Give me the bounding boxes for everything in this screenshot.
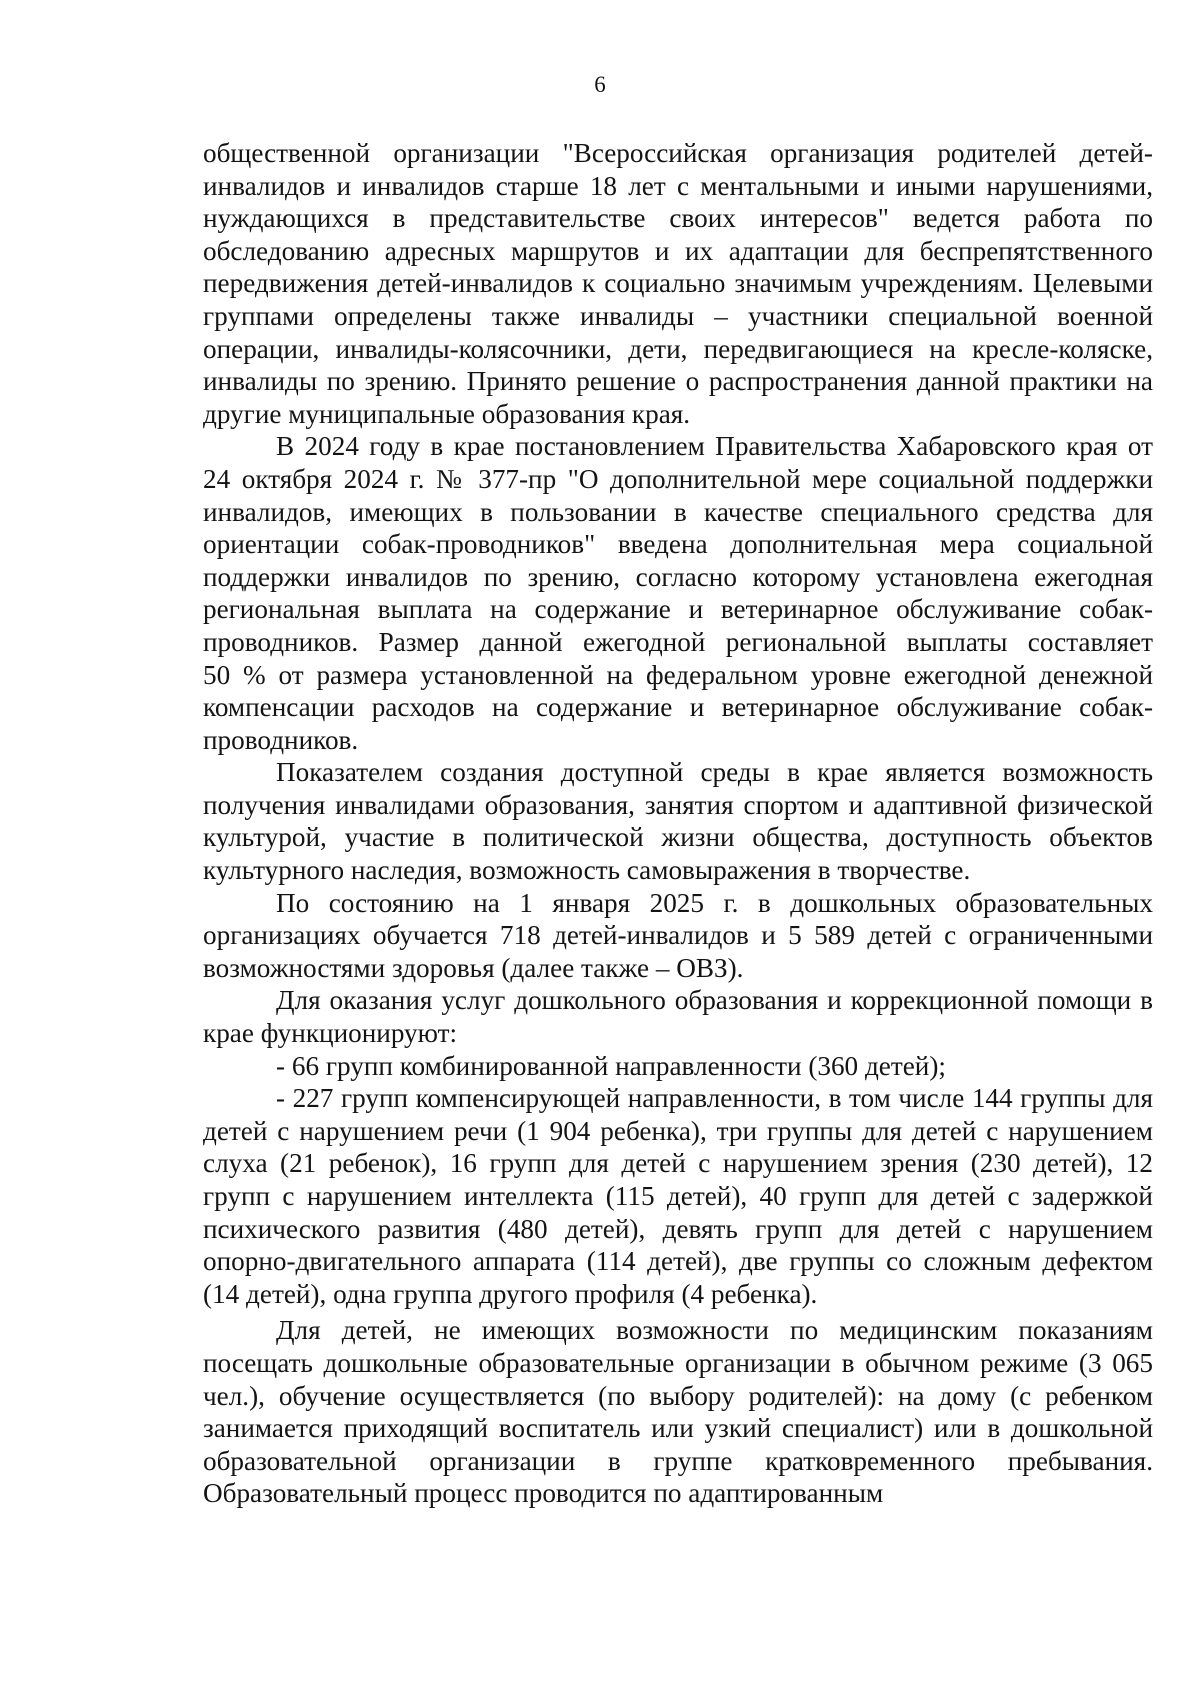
paragraph-home-education: Для детей, не имеющих возможности по медицинским показаниям посещать дошкольные образовательные организации в обычном режиме (3 065 чел.), обучение осуществляется (по выбору родителей): на дому (с ребенком занимается приходящий воспитатель или узкий специалист) или в дошкольной образовательной организации в группе кратковременного пребывания. Образовательный процесс проводится по адаптированным [203,1315,1153,1509]
paragraph-preschool-services: Для оказания услуг дошкольного образования и коррекционной помощи в крае функционируют: [203,985,1153,1049]
page-number: 6 [594,72,606,97]
paragraph-organization-work: общественной организации "Всероссийская организация родителей детей-инвалидов и инвалидов старше 18 лет с ментальными и иными нарушениями, нуждающихся в представительстве своих интересов" ведется работа по обследованию адресных маршрутов и их адаптации для беспрепятственного передвижения детей-инвалидов к социально значимым учреждениям. Целевыми группами определены также инвалиды – участники специальной военной операции, инвалиды-колясочники, дети, передвигающиеся на кресле-коляске, инвалиды по зрению. Принято решение о распространения данной практики на другие муниципальные образования края. [203,138,1153,429]
paragraph-accessibility-indicator: Показателем создания доступной среды в крае является возможность получения инвалидами образования, занятия спортом и адаптивной физической культурой, участие в политической жизни общества, доступность объектов культурного наследия, возможность самовыражения в творчестве. [203,757,1153,886]
paragraph-preschool-statistics: По состоянию на 1 января 2025 г. в дошкольных образовательных организациях обучается 718 детей-инвалидов и 5 589 детей с ограниченными возможностями здоровья (далее также – ОВЗ). [203,887,1153,983]
paragraph-guide-dog-support-text: В 2024 году в крае постановлением Правительства Хабаровского края от 24 октября 2024 г. № 377-пр "О дополнительной мере социальной поддержки инвалидов, имеющих в пользовании в качестве специального средства для ориентации собак-проводников" введена дополнительная мера социальной поддержки инвалидов по зрению, согласно которому установлена ежегодная региональная выплата на содержание и ветеринарное обслуживание собак-проводников. Размер данной ежегодной региональной выплаты составляет [203,431,1153,657]
document-body [203,137,1153,1510]
list-item-compensating-groups: - 227 групп компенсирующей направленности, в том числе 144 группы для детей с нарушением речи (1 904 ребенка), три группы для детей с нарушением слуха (21 ребенок), 16 групп для детей с нарушением зрения (230 детей), 12 групп с нарушением интеллекта (115 детей), 40 групп для детей с задержкой психического развития (480 детей), девять групп для детей с нарушением опорно-двигательного аппарата (114 детей), две группы со сложным дефектом (14 детей), одна группа другого профиля (4 ребенка). [203,1083,1153,1309]
list-item-combined-groups: - 66 групп комбинированной направленности (360 детей); [276,1050,946,1081]
paragraph-guide-dog-support [203,430,1153,658]
paragraph-payment-amount: 50 % от размера установленной на федеральном уровне ежегодной денежной компенсации расходов на содержание и ветеринарное обслуживание собак-проводников. [203,659,1153,755]
